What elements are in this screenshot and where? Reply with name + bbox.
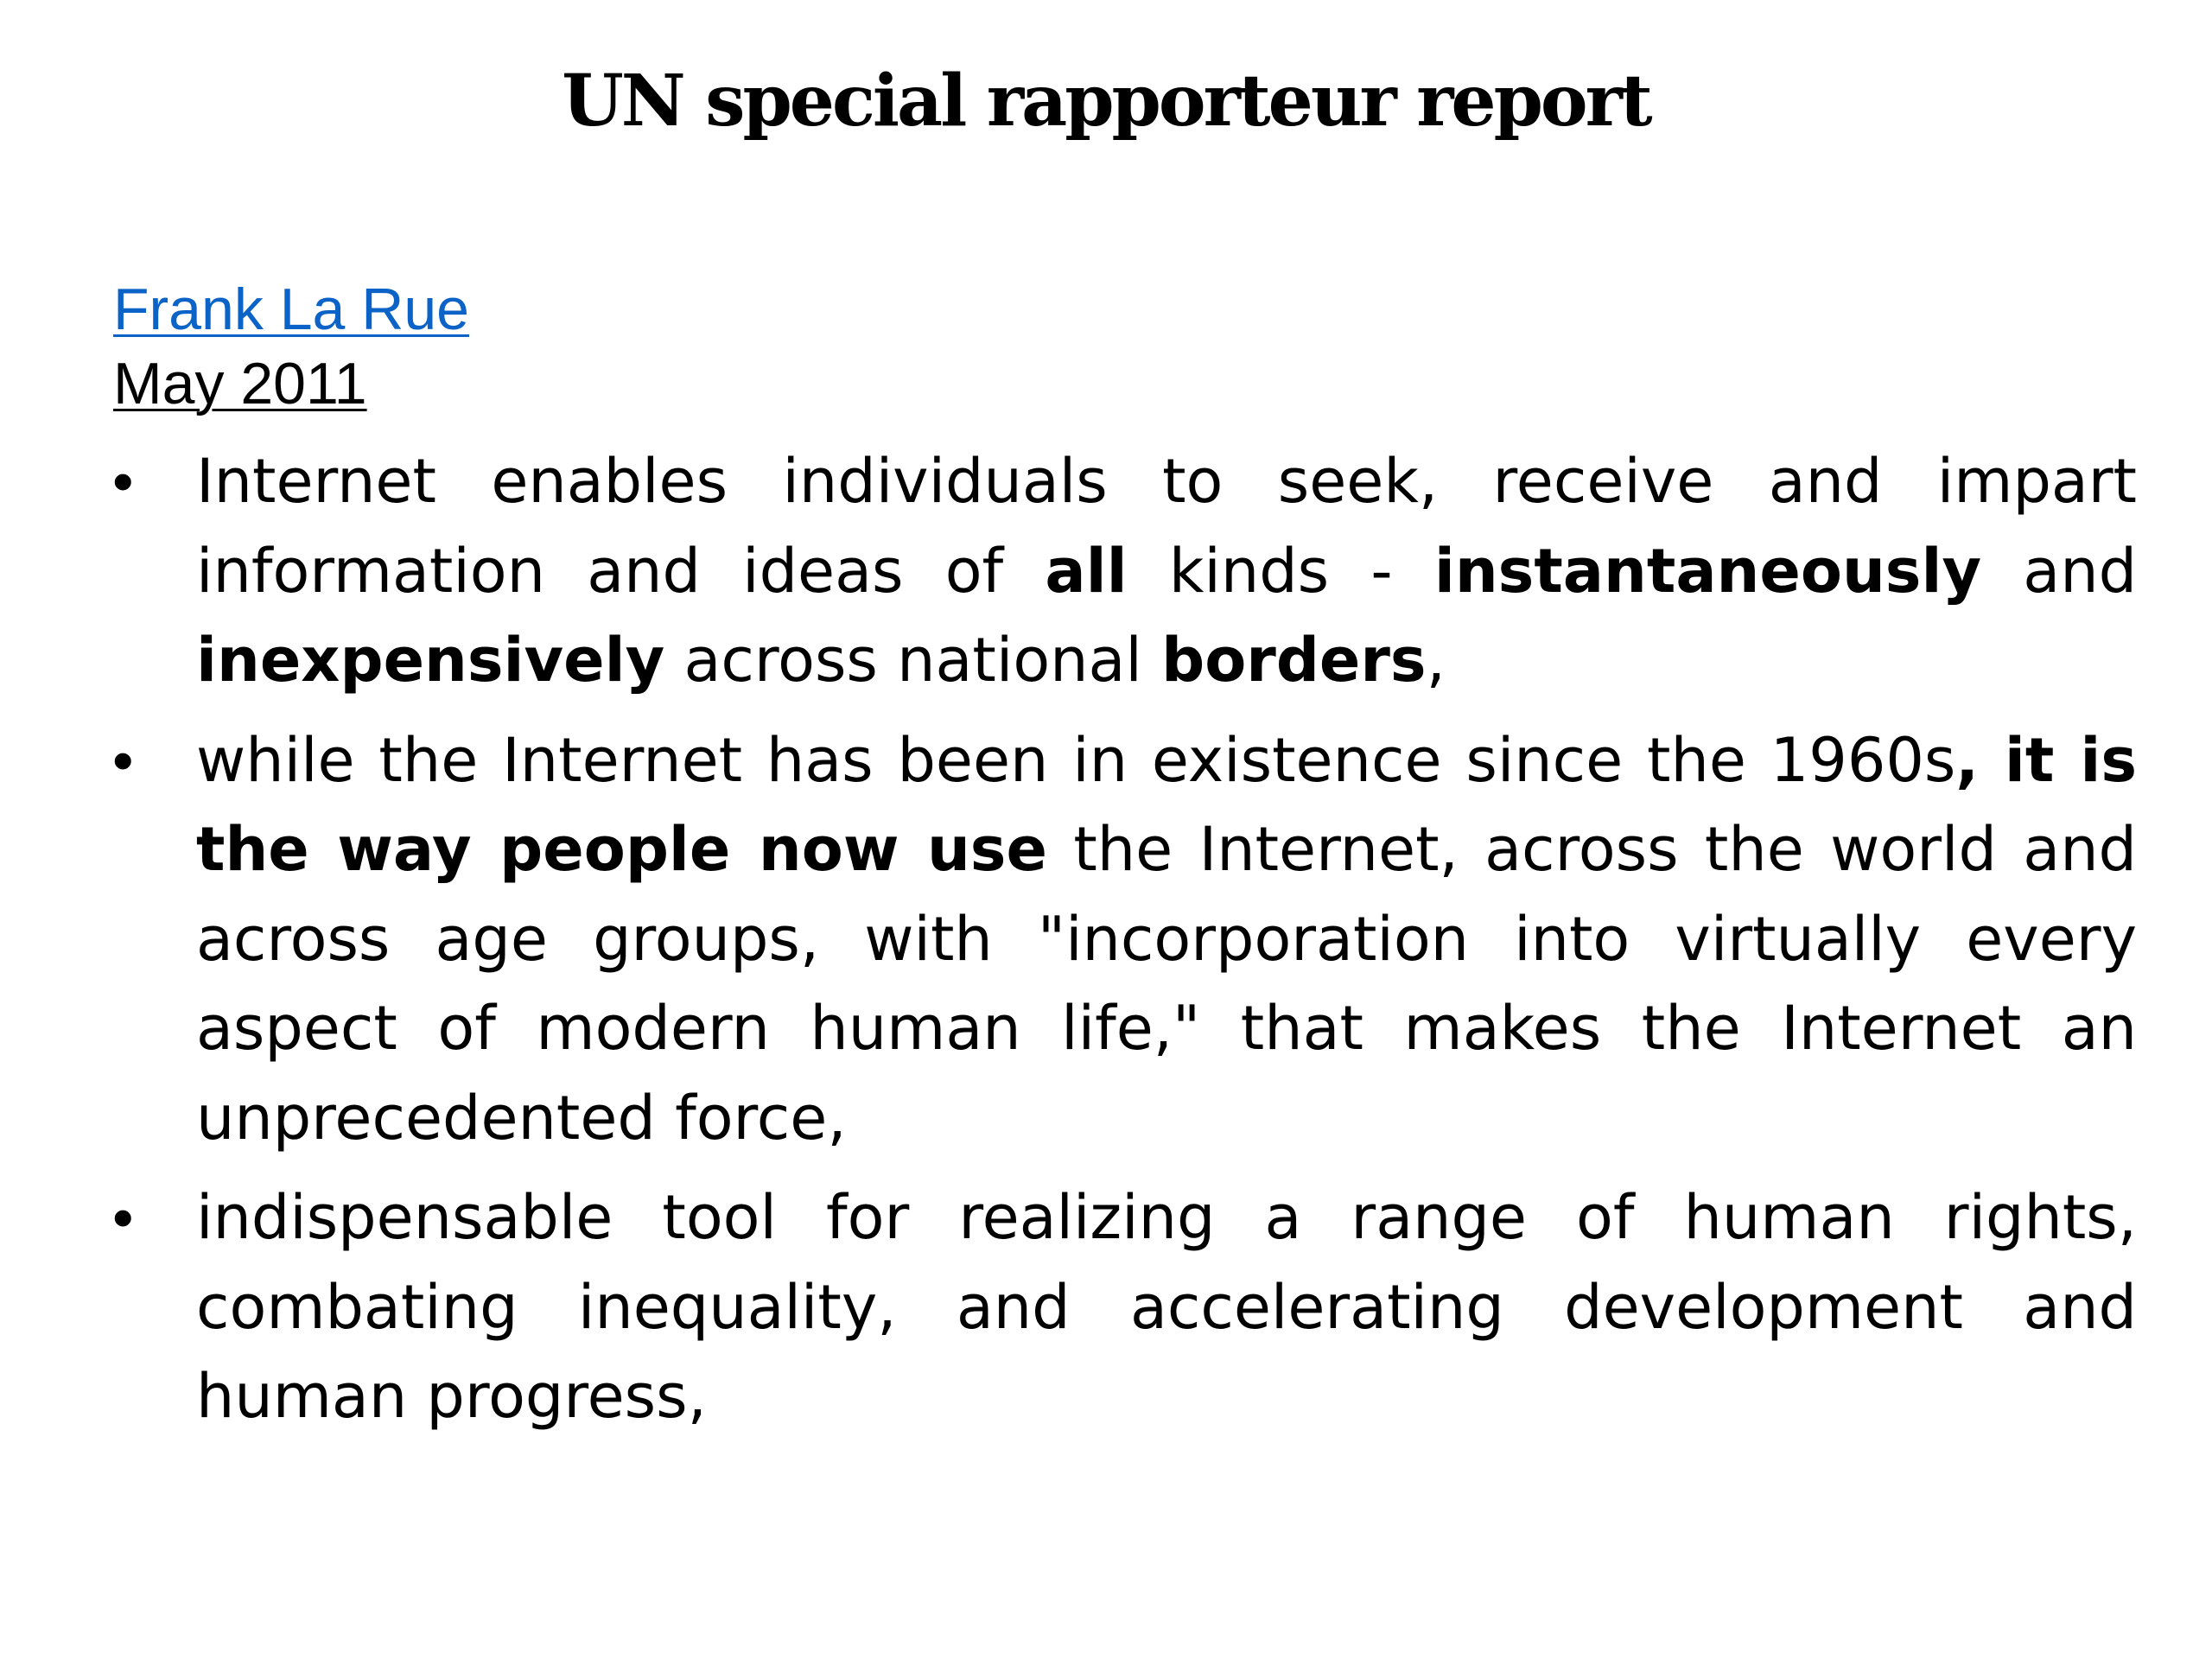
slide-title: UN special rapporteur report <box>562 60 1650 143</box>
text-segment: , <box>1426 625 1446 696</box>
text-segment: while the Internet has been in existence since the 1960s <box>196 724 1956 796</box>
text-segment-bold: , it is the way people now use <box>196 724 2137 885</box>
text-segment: across national <box>664 625 1162 696</box>
text-segment: the Internet, across the world and across age groups, with "incorporation into virtually every aspect of modern human life," that makes the Internet an unprecedented force, <box>196 814 2137 1154</box>
report-date: May 2011 <box>113 351 367 416</box>
bullet-dot-icon: • <box>112 1184 134 1251</box>
author-link[interactable]: Frank La Rue <box>113 276 469 342</box>
bullet-item <box>112 716 2137 1164</box>
text-segment-bold: inexpensively <box>196 625 665 696</box>
text-segment: Internet enables individuals to seek, receive and impart information and ideas of <box>196 446 2137 607</box>
text-segment-bold: instantaneously <box>1433 535 1982 607</box>
text-segment-bold: borders <box>1161 625 1427 696</box>
bullet-dot-icon: • <box>112 448 134 515</box>
bullet-list <box>0 437 2212 1452</box>
bullet-item <box>112 437 2137 706</box>
bullet-dot-icon: • <box>112 726 134 794</box>
bullet-item <box>112 1173 2137 1442</box>
text-segment-bold: all <box>1045 535 1128 607</box>
text-segment: kinds - <box>1127 535 1434 607</box>
text-segment: and <box>1981 535 2137 607</box>
text-segment: indispensable tool for realizing a range of human rights, combating inequality, and accelerating development and human progress, <box>196 1182 2137 1432</box>
